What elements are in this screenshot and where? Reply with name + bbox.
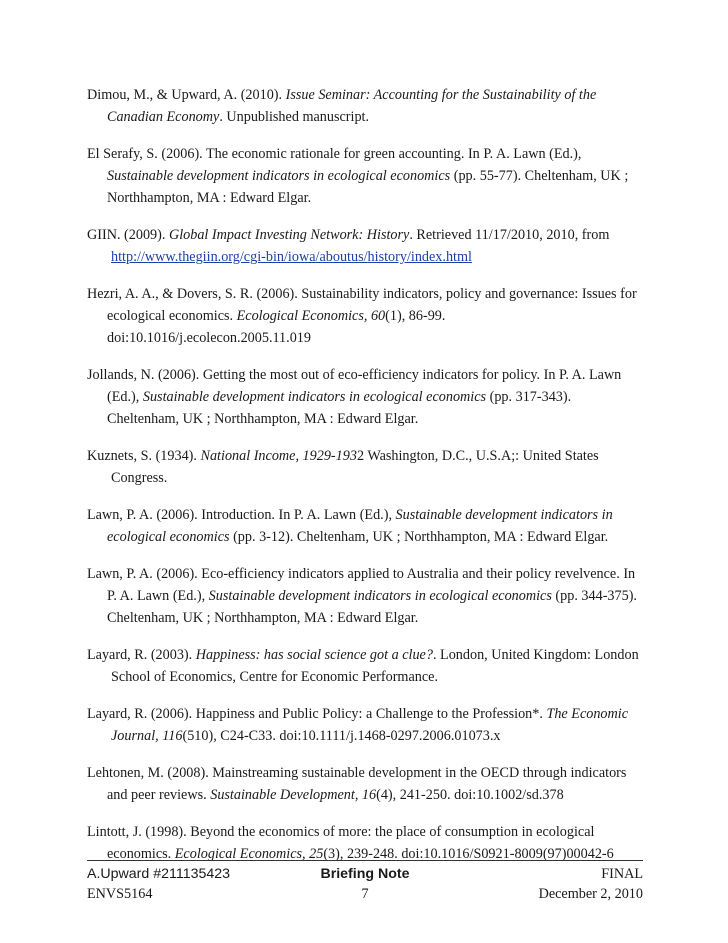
reference-link[interactable]: http://www.thegiin.org/cgi-bin/iowa/aboutus/history/index.html xyxy=(111,249,472,265)
reference-entry: Kuznets, S. (1934). National Income, 1929-1932 Washington, D.C., U.S.A;: United States Congress. xyxy=(87,448,599,486)
reference-entry: Lawn, P. A. (2006). Eco-efficiency indicators applied to Australia and their policy revelvence. In P. A. Lawn (Ed.), Sustainable development indicators in ecological economics (pp. 344-375). Cheltenham, UK ; Northhampton, MA : Edward Elgar. xyxy=(87,566,637,626)
page-number: 7 xyxy=(361,886,369,902)
footer-course: ENVS5164 xyxy=(87,886,153,902)
reference-entry: Layard, R. (2006). Happiness and Public Policy: a Challenge to the Profession*. The Economic Journal, 116(510), C24-C33. doi:10.1111/j.1468-0297.2006.01073.x xyxy=(87,706,629,744)
reference-entry: GIIN. (2009). Global Impact Investing Network: History. Retrieved 11/17/2010, 2010, from http://www.thegiin.org/cgi-bin/iowa/aboutus/history/index.html xyxy=(87,227,610,265)
reference-entry: Dimou, M., & Upward, A. (2010). Issue Seminar: Accounting for the Sustainability of the Canadian Economy. Unpublished manuscript. xyxy=(87,87,597,125)
reference-entry: Hezri, A. A., & Dovers, S. R. (2006). Sustainability indicators, policy and governance: Issues for ecological economics. Ecological Economics, 60(1), 86-99. doi:10.1016/j.ecolecon.2005.11.019 xyxy=(87,286,637,346)
footer-divider xyxy=(87,860,643,861)
footer-date: December 2, 2010 xyxy=(538,886,643,902)
reference-entry: Lintott, J. (1998). Beyond the economics of more: the place of consumption in ecological economics. Ecological Economics, 25(3), 239-248. doi:10.1016/S0921-8009(97)00042-6 xyxy=(87,824,614,862)
reference-entry: Lawn, P. A. (2006). Introduction. In P. A. Lawn (Ed.), Sustainable development indicators in ecological economics (pp. 3-12). Cheltenham, UK ; Northhampton, MA : Edward Elgar. xyxy=(87,507,613,545)
footer-status: FINAL xyxy=(601,866,643,882)
reference-entry: Layard, R. (2003). Happiness: has social science got a clue?. London, United Kingdom: London School of Economics, Centre for Economic Performance. xyxy=(87,647,639,685)
footer-title: Briefing Note xyxy=(320,866,410,882)
reference-entry: Jollands, N. (2006). Getting the most out of eco-efficiency indicators for policy. In P. A. Lawn (Ed.), Sustainable development indicators in ecological economics (pp. 317-343). Cheltenham, UK ; Northhampton, MA : Edward Elgar. xyxy=(87,367,622,427)
reference-list xyxy=(87,84,643,880)
footer-author: A.Upward #211135423 xyxy=(87,866,231,882)
reference-entry: El Serafy, S. (2006). The economic rationale for green accounting. In P. A. Lawn (Ed.), Sustainable development indicators in ecological economics (pp. 55-77). Cheltenham, UK ; Northhampton, MA : Edward Elgar. xyxy=(87,146,629,206)
reference-entry: Lehtonen, M. (2008). Mainstreaming sustainable development in the OECD through indicators and peer reviews. Sustainable Development, 16(4), 241-250. doi:10.1002/sd.378 xyxy=(87,765,627,803)
page-footer xyxy=(87,866,643,906)
